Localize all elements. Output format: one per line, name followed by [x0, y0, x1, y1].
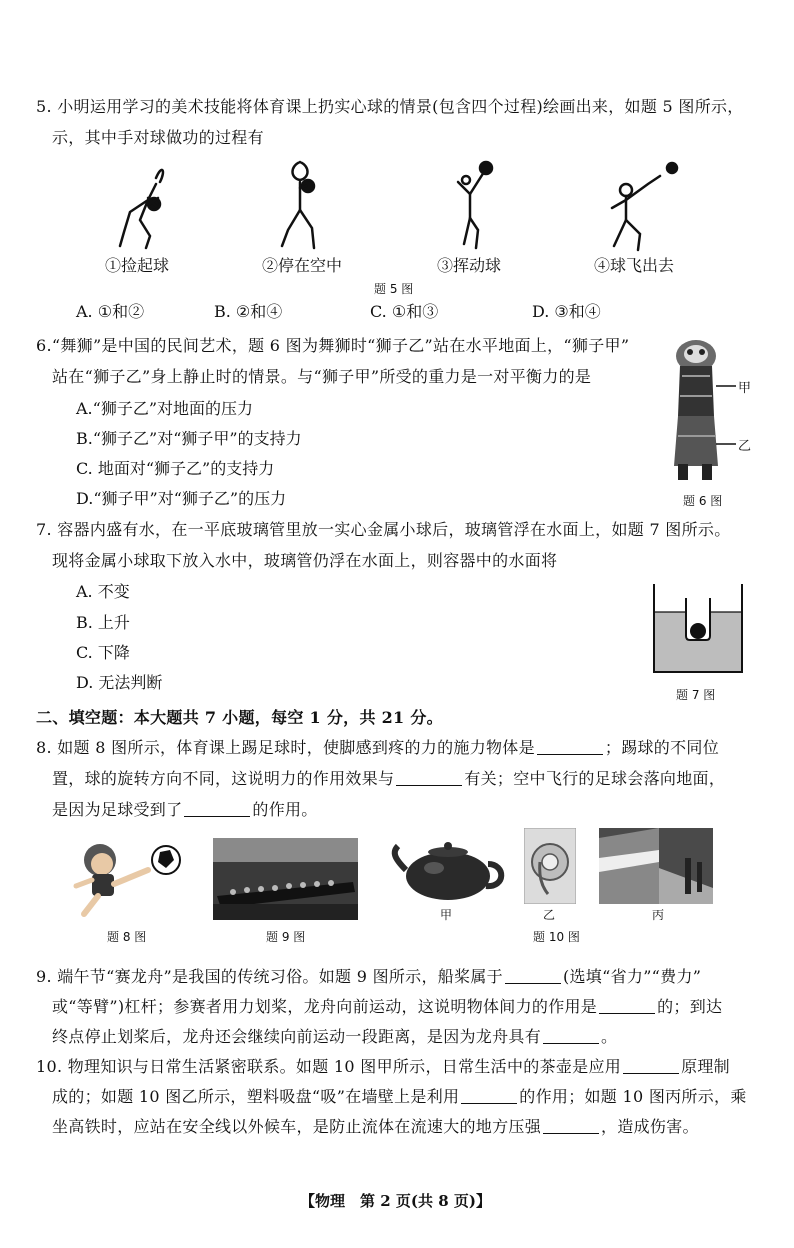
- q6-label-yi: 乙: [738, 439, 752, 454]
- fig10-label: 题 10 图: [533, 930, 580, 944]
- q10-blank-3[interactable]: [543, 1115, 599, 1134]
- q10-text-2a: 成的；如题 10 图乙所示，塑料吸盘“吸”在墙壁上是利用: [52, 1087, 460, 1106]
- q8-text-2b: 有关；空中飞行的足球会落向地面，: [464, 769, 726, 788]
- q7-fig-label: 题 7 图: [676, 688, 716, 702]
- q5-option-a: A. ①和②: [76, 302, 145, 321]
- stick-figure-hold: [270, 158, 330, 255]
- q10-blank-1[interactable]: [623, 1055, 679, 1074]
- soccer-boy-image: [70, 840, 190, 920]
- q8-text-3a: 是因为足球受到了: [52, 800, 183, 819]
- q5-option-d: D. ③和④: [532, 302, 601, 321]
- q10-line1: [36, 1052, 730, 1082]
- q10-text-1b: 原理制: [681, 1057, 730, 1076]
- fig10-label-yi: 乙: [543, 908, 556, 922]
- q5-caption-1: ①捡起球: [105, 256, 170, 275]
- q9-text-3a: 终点停止划桨后，龙舟还会继续向前运动一段距离，是因为龙舟具有: [52, 1027, 542, 1046]
- q8-blank-2[interactable]: [396, 767, 462, 786]
- page-footer: 【物理 第 2 页(共 8 页)】: [300, 1192, 491, 1210]
- q8-text-3b: 的作用。: [252, 800, 318, 819]
- q10-text-3a: 坐高铁时，应站在安全线以外候车，是防止流体在流速大的地方压强: [52, 1117, 542, 1136]
- q5-caption-4: ④球飞出去: [594, 256, 675, 275]
- q7-option-a: A. 不变: [76, 582, 130, 601]
- q8-line1: [36, 733, 719, 763]
- q5-line1: 5. 小明运用学习的美术技能将体育课上扔实心球的情景(包含四个过程)绘画出来，如题 5 图所示，: [36, 97, 744, 116]
- highspeed-train-photo: [599, 828, 713, 904]
- q8-text-2a: 置，球的旋转方向不同，这说明力的作用效果与: [52, 769, 395, 788]
- q9-blank-1[interactable]: [505, 965, 561, 984]
- q10-line2: [52, 1082, 747, 1112]
- q7-option-c: C. 下降: [76, 643, 130, 662]
- q6-option-a: A.“狮子乙”对地面的压力: [76, 399, 254, 418]
- q5-fig-label: 题 5 图: [374, 282, 414, 296]
- q5-option-b: B. ②和④: [214, 302, 283, 321]
- q10-text-3b: ，造成伤害。: [601, 1117, 699, 1136]
- q5-option-c: C. ①和③: [370, 302, 439, 321]
- q7-option-b: B. 上升: [76, 613, 130, 632]
- q9-line3: [52, 1022, 617, 1052]
- q8-text-1a: 8. 如题 8 图所示，体育课上踢足球时，使脚感到疼的力的施力物体是: [36, 738, 535, 757]
- fig10-label-jia: 甲: [440, 908, 453, 922]
- fig8-label: 题 8 图: [107, 930, 147, 944]
- q8-line3: [52, 795, 318, 825]
- q7-line1: 7. 容器内盛有水，在一平底玻璃管里放一实心金属小球后，玻璃管浮在水面上，如题 7 图所示。: [36, 520, 731, 539]
- q5-caption-3: ③挥动球: [437, 256, 502, 275]
- q8-blank-1[interactable]: [537, 736, 603, 755]
- q6-line1: 6.“舞狮”是中国的民间艺术，题 6 图为舞狮时“狮子乙”站在水平地面上，“狮子甲”: [36, 336, 630, 355]
- q6-option-c: C. 地面对“狮子乙”的支持力: [76, 459, 275, 478]
- suction-cup-photo: [524, 828, 576, 904]
- q9-text-2a: 或“等臂”)杠杆；参赛者用力划桨，龙舟向前运动，这说明物体间力的作用是: [52, 997, 598, 1016]
- q8-text-1b: ；踢球的不同位: [604, 738, 720, 757]
- q10-text-1a: 10. 物理知识与日常生活紧密联系。如题 10 图甲所示，日常生活中的茶壶是应用: [36, 1057, 622, 1076]
- q9-text-1b: (选填“省力”“费力”: [562, 967, 702, 986]
- q6-line2: 站在“狮子乙”身上静止时的情景。与“狮子甲”所受的重力是一对平衡力的是: [52, 367, 592, 386]
- q9-blank-2[interactable]: [599, 995, 655, 1014]
- q9-blank-3[interactable]: [543, 1025, 599, 1044]
- fig10-label-bing: 丙: [652, 908, 665, 922]
- q9-line1: [36, 962, 701, 992]
- teapot-photo: [390, 838, 510, 902]
- q10-text-2b: 的作用；如题 10 图丙所示，乘: [519, 1087, 747, 1106]
- q9-text-1a: 9. 端午节“赛龙舟”是我国的传统习俗。如题 9 图所示，船桨属于: [36, 967, 503, 986]
- q6-label-jia: 甲: [738, 381, 752, 396]
- stick-figure-swing: [440, 158, 500, 255]
- q10-line3: [52, 1112, 699, 1142]
- q9-text-3b: 。: [601, 1027, 618, 1046]
- lion-dance-photo: [664, 336, 744, 486]
- q6-fig-label: 题 6 图: [683, 494, 723, 508]
- q5-caption-2: ②停在空中: [262, 256, 343, 275]
- stick-figure-pickup: [110, 160, 170, 255]
- q9-text-2b: 的；到达: [657, 997, 723, 1016]
- q8-line2: [52, 764, 725, 794]
- section-2-title: 二、填空题：本大题共 7 小题，每空 1 分，共 21 分。: [36, 708, 443, 727]
- q7-option-d: D. 无法判断: [76, 673, 163, 692]
- q5-line2: 示，其中手对球做功的过程有: [52, 128, 264, 147]
- q10-blank-2[interactable]: [461, 1085, 517, 1104]
- stick-figure-throw: [600, 158, 690, 255]
- q9-line2: [52, 992, 722, 1022]
- q7-line2: 现将金属小球取下放入水中，玻璃管仍浮在水面上，则容器中的水面将: [52, 551, 558, 570]
- q6-option-b: B.“狮子乙”对“狮子甲”的支持力: [76, 429, 302, 448]
- dragon-boat-photo: [213, 838, 358, 920]
- q8-blank-3[interactable]: [184, 798, 250, 817]
- container-diagram: [648, 580, 748, 676]
- fig9-label: 题 9 图: [266, 930, 306, 944]
- q6-option-d: D.“狮子甲”对“狮子乙”的压力: [76, 489, 287, 508]
